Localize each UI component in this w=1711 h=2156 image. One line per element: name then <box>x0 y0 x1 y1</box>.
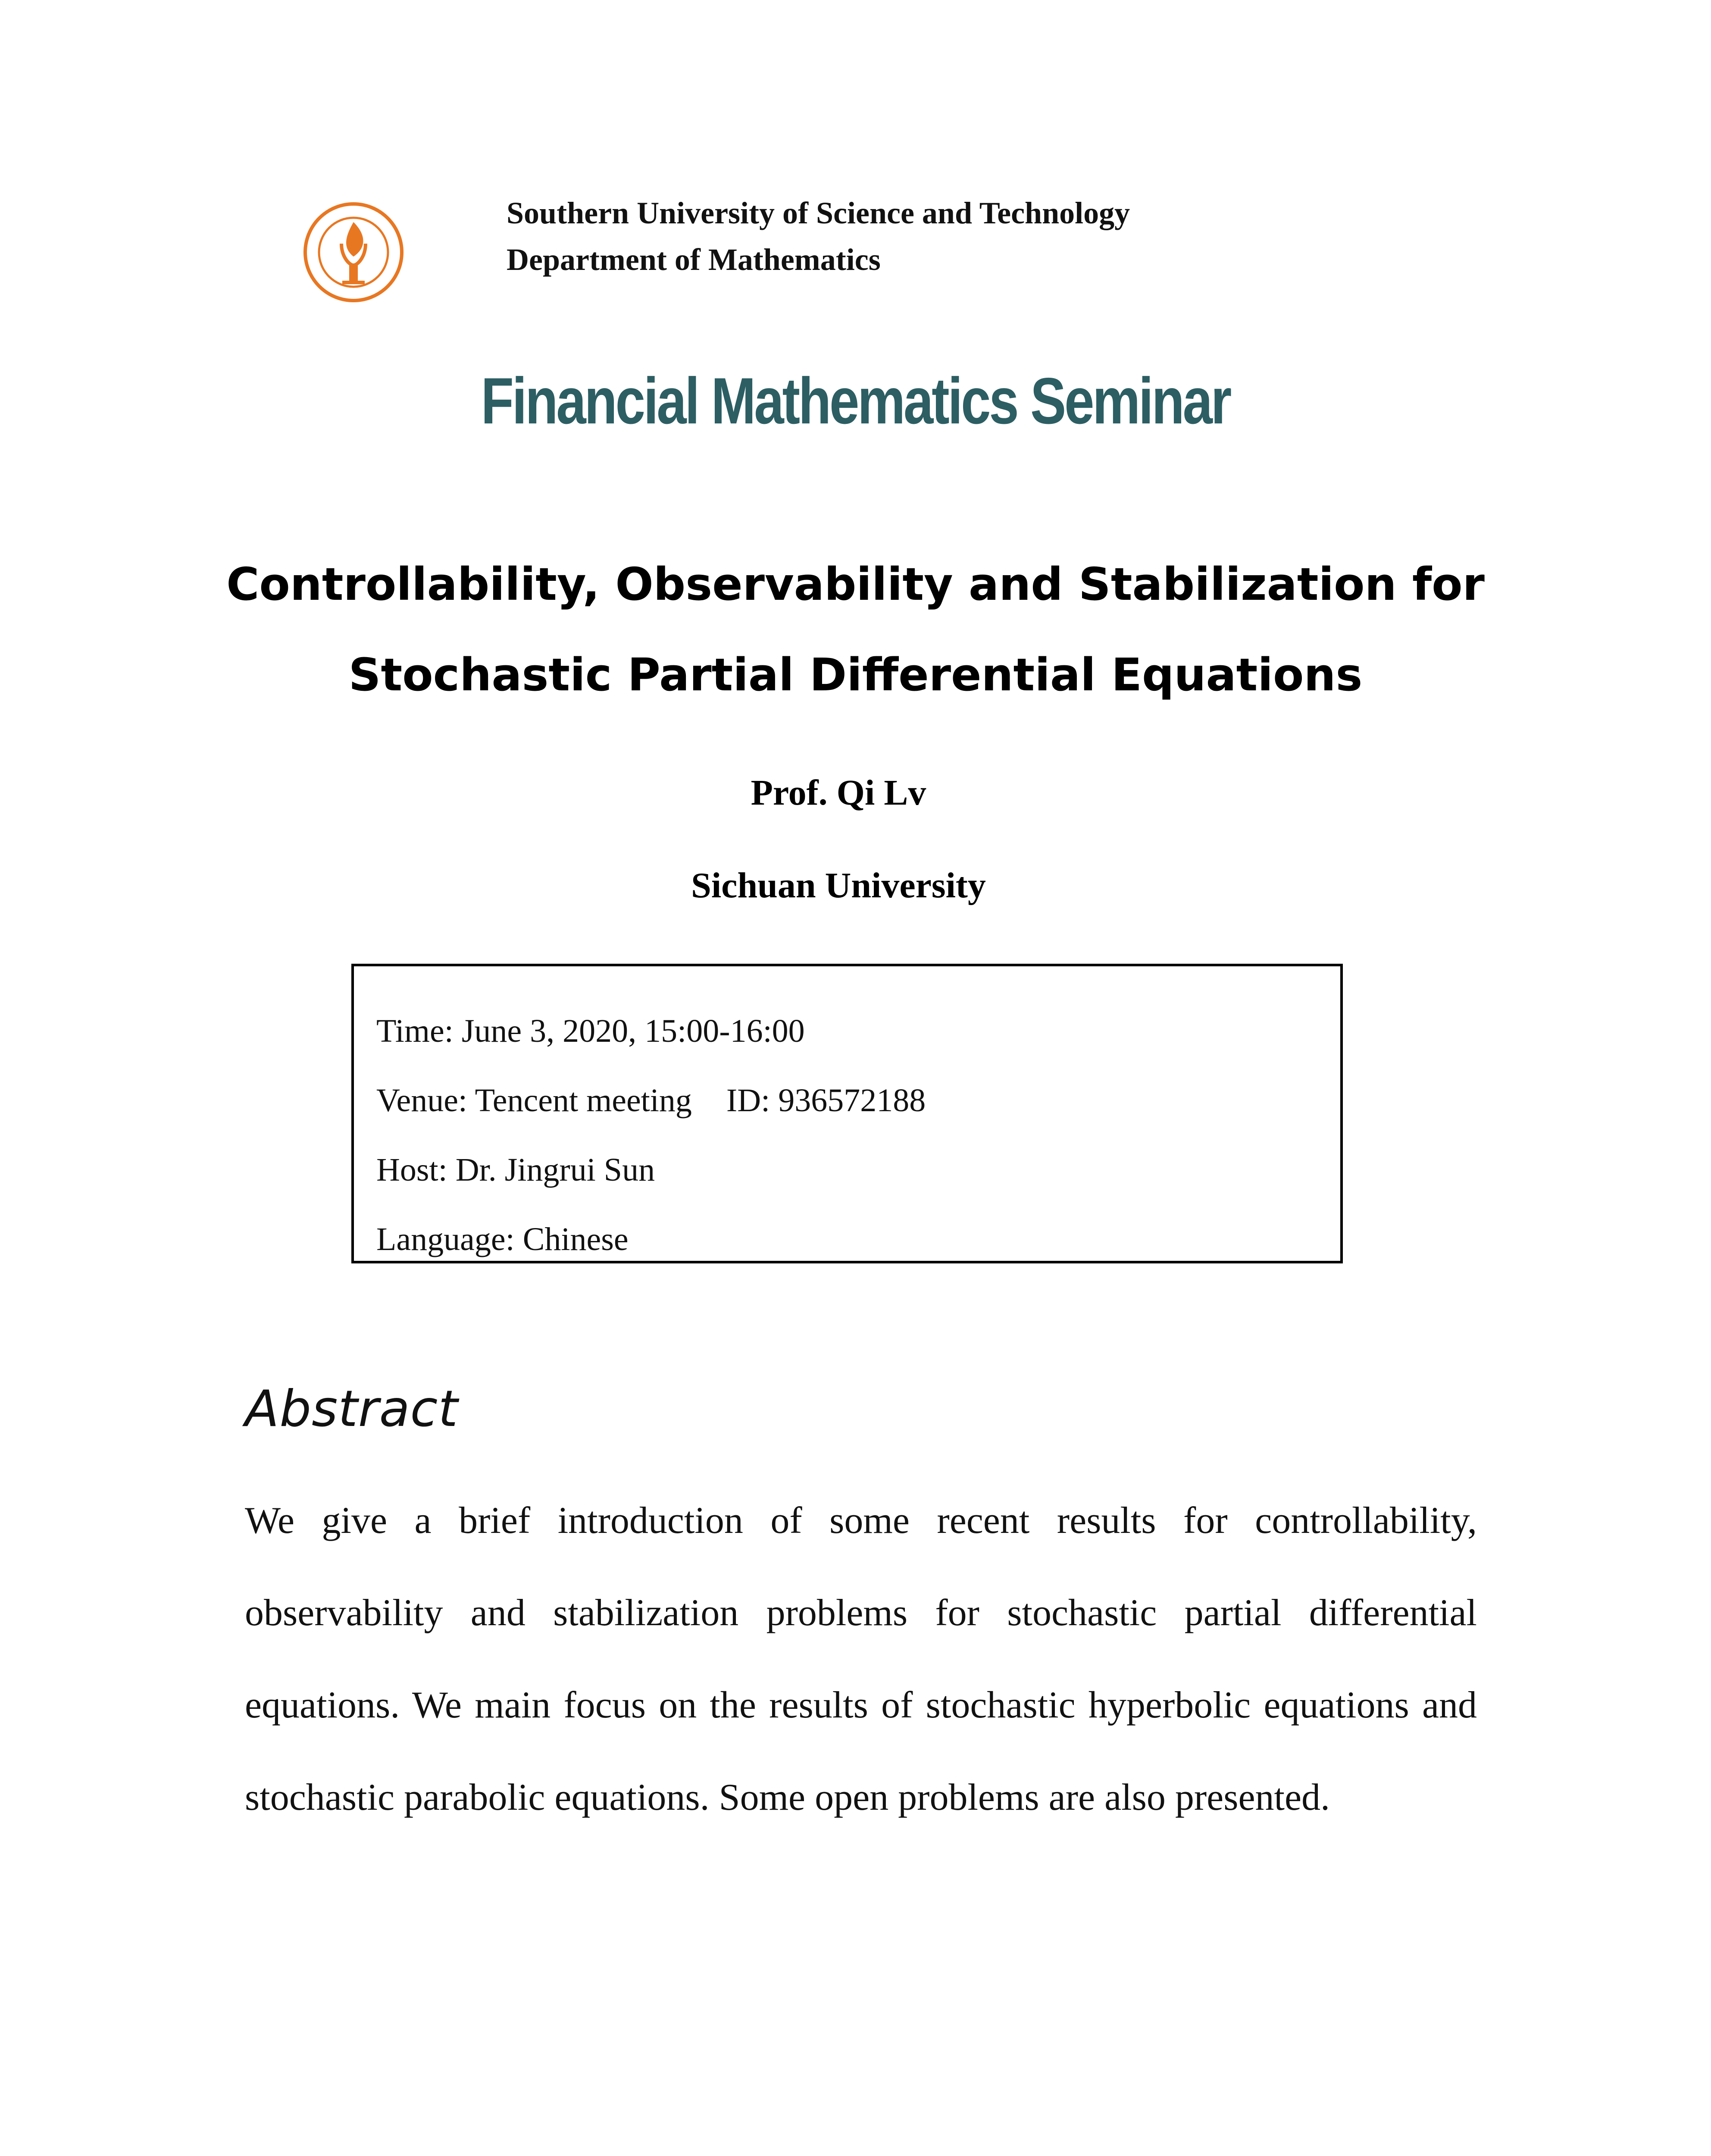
department-name: Department of Mathematics <box>507 242 881 277</box>
speaker-affiliation: Sichuan University <box>691 865 986 906</box>
university-logo <box>302 201 405 304</box>
abstract-heading: Abstract <box>245 1380 458 1438</box>
event-venue-row <box>376 1066 1340 1135</box>
talk-title <box>0 539 1711 720</box>
seminar-series-title: Financial Mathematics Seminar <box>481 364 1230 438</box>
university-name: Southern University of Science and Technology <box>507 196 1130 230</box>
event-time: Time: June 3, 2020, 15:00-16:00 <box>376 1013 805 1049</box>
event-host: Host: Dr. Jingrui Sun <box>376 1152 655 1188</box>
university-seal-icon <box>302 201 405 304</box>
event-venue: Venue: Tencent meeting <box>376 1082 692 1119</box>
meeting-id: ID: 936572188 <box>726 1082 926 1119</box>
speaker-name: Prof. Qi Lv <box>751 773 926 813</box>
abstract-body: We give a brief introduction of some recent results for controllability, observability and stabilization problems for stochastic partial differential equations. We main focus on the results of stochastic hyperbolic equations and stochastic parabolic equations. Some open problems are also presented. <box>245 1500 1477 1818</box>
event-info-box <box>351 964 1343 1263</box>
talk-title-line-1: Controllability, Observability and Stabilization for <box>226 558 1485 611</box>
institution-header <box>507 190 1130 283</box>
event-language: Language: Chinese <box>376 1221 629 1257</box>
talk-title-line-2: Stochastic Partial Differential Equations <box>348 649 1363 701</box>
